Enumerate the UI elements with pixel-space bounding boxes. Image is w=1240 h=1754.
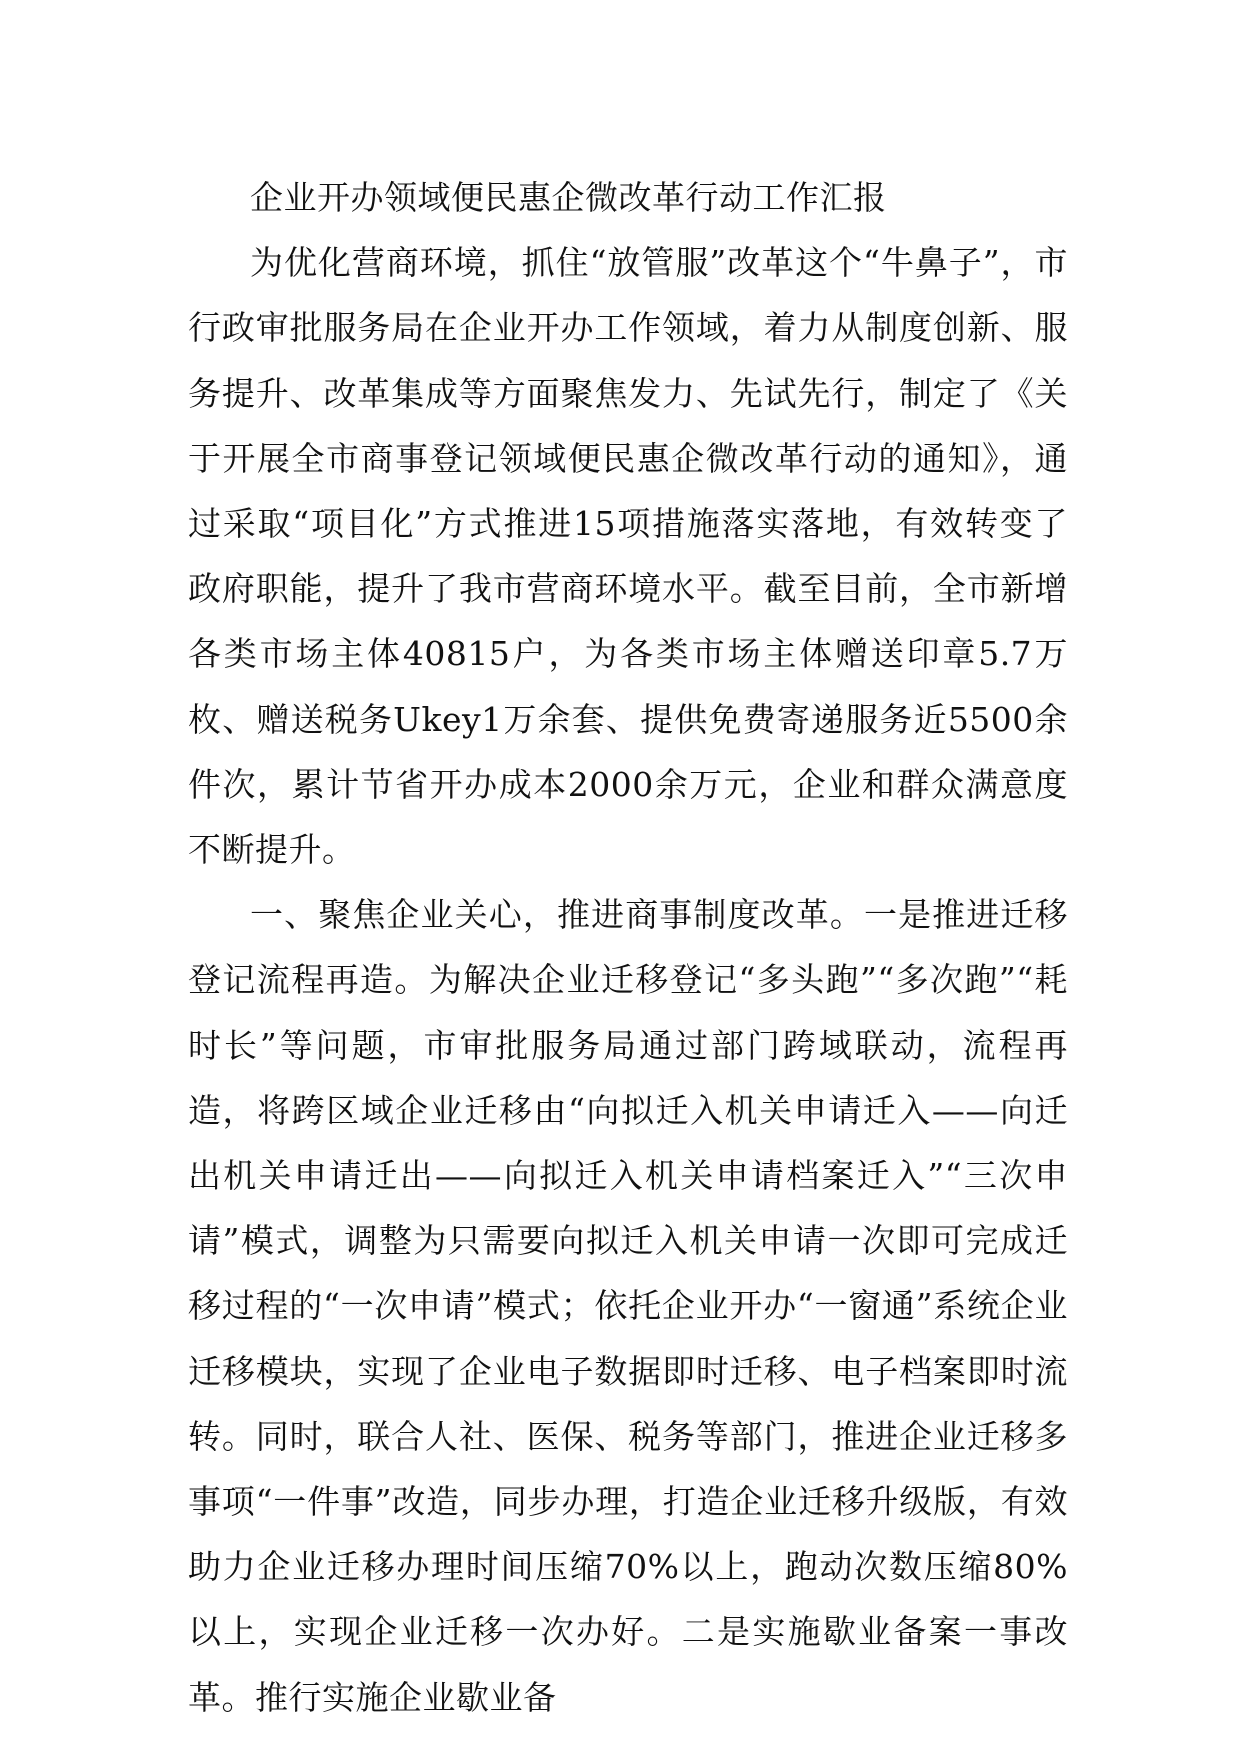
paragraph-section-1: 一、聚焦企业关心，推进商事制度改革。一是推进迁移登记流程再造。为解决企业迁移登记“多头跑”“多次跑”“耗时长”等问题，市审批服务局通过部门跨域联动，流程再造，将跨区域企业迁移由“向拟迁入机关申请迁入——向迁出机关申请迁出——向拟迁入机关申请档案迁入”“三次申请”模式，调整为只需要向拟迁入机关申请一次即可完成迁移过程的“一次申请”模式；依托企业开办“一窗通”系统企业迁移模块，实现了企业电子数据即时迁移、电子档案即时流转。同时，联合人社、医保、税务等部门，推进企业迁移多事项“一件事”改造，同步办理，打造企业迁移升级版，有效助力企业迁移办理时间压缩70%以上，跑动次数压缩80%以上，实现企业迁移一次办好。二是实施歇业备案一事改革。推行实施企业歇业备	[188, 895, 1068, 1717]
document-title: 企业开办领域便民惠企微改革行动工作汇报	[250, 178, 887, 217]
paragraph-intro: 为优化营商环境，抓住“放管服”改革这个“牛鼻子”，市行政审批服务局在企业开办工作领域，着力从制度创新、服务提升、改革集成等方面聚焦发力、先试先行，制定了《关于开展全市商事登记领域便民惠企微改革行动的通知》，通过采取“项目化”方式推进15项措施落实落地，有效转变了政府职能，提升了我市营商环境水平。截至目前，全市新增各类市场主体40815户，为各类市场主体赠送印章5.7万枚、赠送税务Ukey1万余套、提供免费寄递服务近5500余件次，累计节省开办成本2000余万元，企业和群众满意度不断提升。	[188, 243, 1068, 870]
document-body	[188, 165, 1068, 1730]
